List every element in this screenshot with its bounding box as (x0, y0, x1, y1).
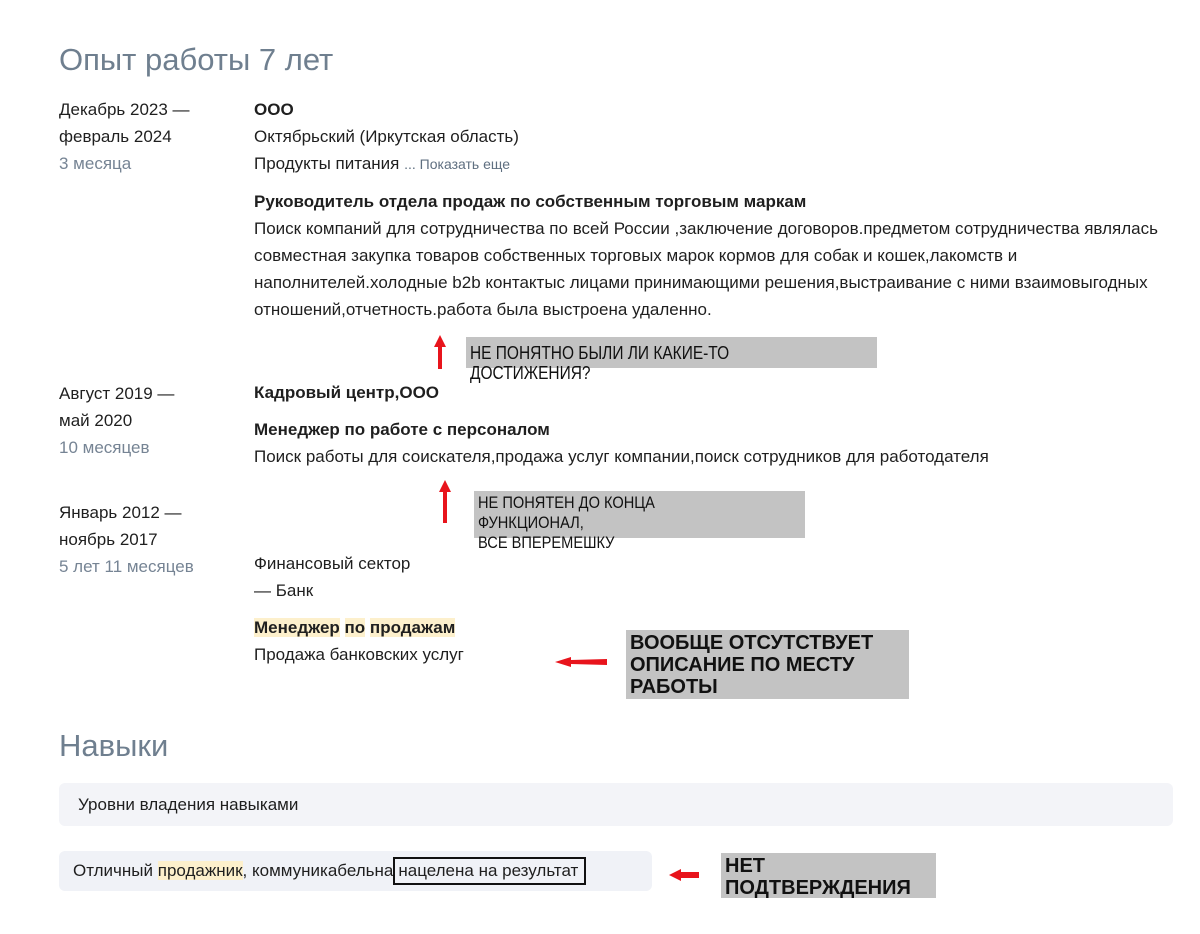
annotation-no-proof: НЕТ ПОДТВЕРЖДЕНИЯ (721, 853, 936, 898)
job-description: Поиск компаний для сотрудничества по всей России ,заключение договоров.предметом сотрудничества являлась совместная закупка товаров собственных торговых марок кормов для собак и кошек,лакомств и наполнителей.холодные b2b контактыс лицами принимающими решения,выстраивание с ними взаимовыгодных отношений,отчетность.работа была выстроена удаленно. (254, 219, 1158, 319)
job-description: Поиск работы для соискателя,продажа услуг компании,поиск сотрудников для работодателя (254, 447, 989, 466)
industry-line-1: Финансовый сектор (254, 554, 411, 573)
show-more-link[interactable]: ... Показать еще (404, 156, 511, 172)
period-end: февраль 2024 (59, 127, 172, 146)
job-1-period (59, 96, 190, 177)
position-title: Менеджер по работе с персоналом (254, 420, 550, 439)
job-description: Продажа банковских услуг (254, 645, 464, 664)
highlighted-word: продажник (157, 861, 243, 880)
period-start: Август 2019 — (59, 384, 175, 403)
experience-section-title: Опыт работы 7 лет (59, 42, 334, 77)
period-end: ноябрь 2017 (59, 530, 158, 549)
arrow-up-icon (433, 335, 447, 369)
annotation-functional: НЕ ПОНЯТЕН ДО КОНЦА ФУНКЦИОНАЛ, ВСЕ ВПЕРЕМЕШКУ (474, 491, 805, 538)
boxed-phrase: нацелена на результат (393, 857, 586, 885)
period-start: Январь 2012 — (59, 503, 182, 522)
job-1-details (254, 96, 1164, 323)
company-location: Октябрьский (Иркутская область) (254, 127, 519, 146)
industry-label: Продукты питания (254, 154, 400, 173)
duration: 5 лет 11 месяцев (59, 557, 194, 576)
duration: 10 месяцев (59, 438, 150, 457)
job-3-details (254, 550, 464, 668)
company-name: ООО (254, 100, 294, 119)
company-name: Кадровый центр,ООО (254, 383, 440, 402)
period-start: Декабрь 2023 — (59, 100, 190, 119)
arrow-left-icon (555, 655, 607, 669)
skills-section-title: Навыки (59, 728, 169, 763)
arrow-left-icon (669, 868, 699, 882)
period-end: май 2020 (59, 411, 133, 430)
industry-line-2: — Банк (254, 581, 314, 600)
job-2-details (254, 379, 989, 470)
position-title: Менеджер по продажам (254, 618, 456, 637)
annotation-achievements: НЕ ПОНЯТНО БЫЛИ ЛИ КАКИЕ-ТО ДОСТИЖЕНИЯ? (466, 337, 877, 368)
job-3-period (59, 499, 194, 580)
skill-levels-panel[interactable] (59, 783, 1173, 826)
company-industry (254, 150, 1164, 178)
duration: 3 месяца (59, 154, 132, 173)
arrow-up-icon (438, 480, 452, 523)
annotation-no-description: ВООБЩЕ ОТСУТСТВУЕТ ОПИСАНИЕ ПО МЕСТУ РАБОТЫ (626, 630, 909, 699)
job-2-period (59, 380, 174, 461)
position-title: Руководитель отдела продаж по собственным торговым маркам (254, 192, 807, 211)
skill-levels-label: Уровни владения навыками (78, 795, 299, 814)
skill-tag: Отличный продажник, коммуникабельна нацелена на результат (59, 851, 652, 891)
